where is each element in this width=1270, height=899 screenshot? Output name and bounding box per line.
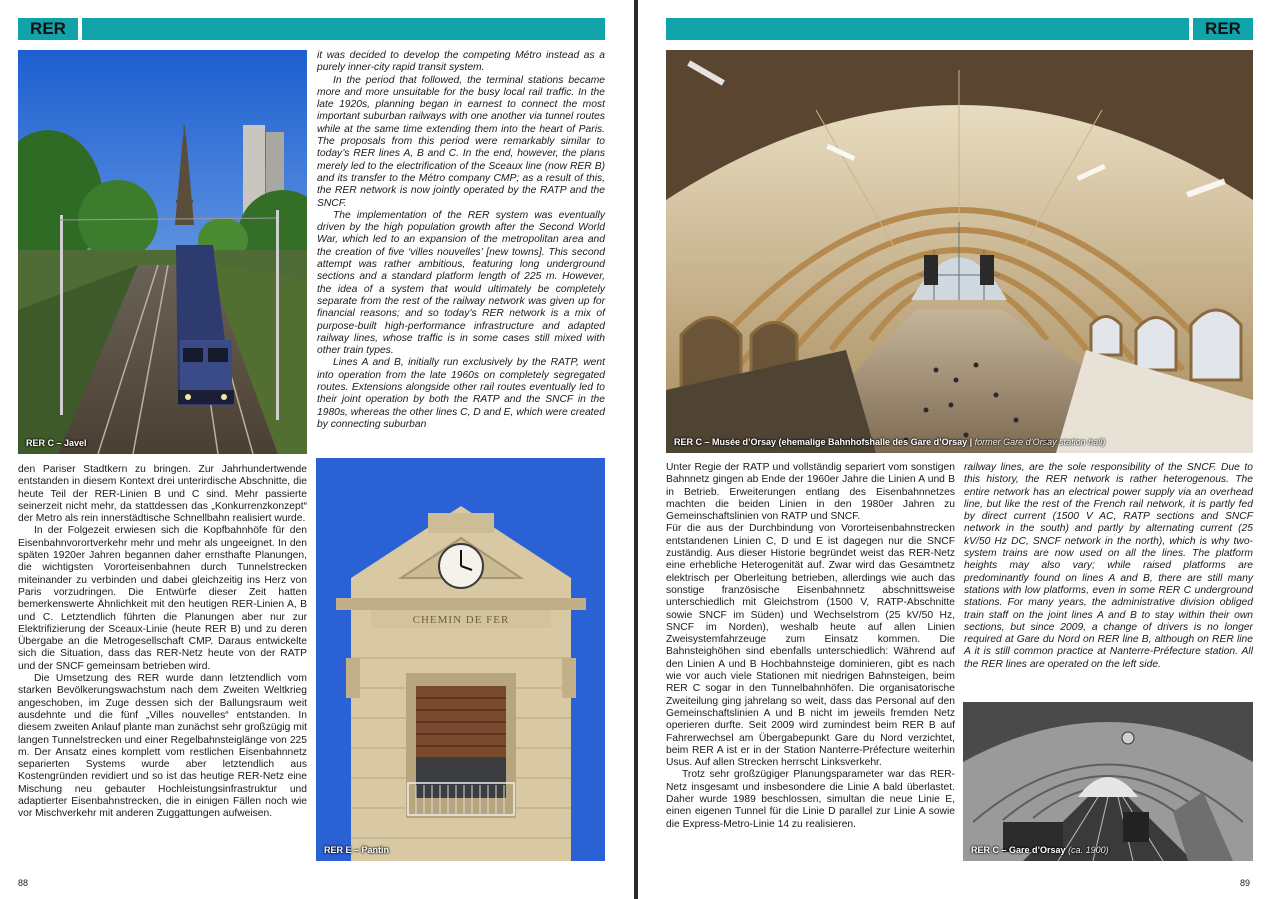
right-page bbox=[638, 0, 1270, 899]
section-tag-right: RER bbox=[1193, 18, 1253, 40]
photo-caption-musee-dorsay bbox=[674, 437, 1105, 447]
paragraph: Trotz sehr großzügiger Planungsparameter war das RER-Netz insgesamt und insbesondere die Linie A bald überlastet. Daher wurde 1989 beschlossen, simultan die neue Linie E, einen eigenen Tunnel für die Linie D parallel zur Linie A sowie die Express-Metro-Linie 14 zu realisieren. bbox=[666, 769, 955, 830]
german-text-left bbox=[18, 464, 307, 866]
orsay-hall-illustration bbox=[666, 50, 1253, 453]
photo-caption-gare-dorsay bbox=[971, 845, 1109, 855]
caption-main: RER C – Musée d’Orsay (ehemalige Bahnhofshalle des Gare d’Orsay | bbox=[674, 437, 973, 447]
section-tag-left: RER bbox=[18, 18, 78, 40]
photo-rer-c-javel bbox=[18, 50, 307, 454]
caption-extra: (ca. 1900) bbox=[1068, 845, 1109, 855]
paragraph: In der Folgezeit erwiesen sich die Kopfbahnhöfe für den Eisenbahnvorortverkehr mehr und mehr als ungeeignet. In den späten 1920er Jahren begannen daher ernsthafte Planungen, die wichtigsten Vororteisenbahnen durch Tunnelstrecken miteinander zu verbinden und dabei gleichzeitig ins Herz von Paris vorzudringen. Die Entwürfe dieser Zeit hatten bemerkenswerte Ähnlichkeit mit den heutigen RER-Linien A, B und C. Letztendlich führten die Planungen aber nur zur Elektrifizierung der Sceaux-Linie (heute RER B) und zu deren Übergabe an die Metrogesellschaft CMP. Daraus entwickelte sich die Situation, dass das RER-Netz heute von der RATP und der SNCF gemeinsam betrieben wird. bbox=[18, 525, 307, 672]
facade-inscription: CHEMIN DE FER bbox=[412, 614, 510, 626]
header-bar-left bbox=[82, 18, 605, 40]
paragraph: Unter Regie der RATP und vollständig separiert vom sonstigen Bahnnetz gingen ab Ende der 1960er Jahre die Linien A und B in Betrieb. Erweiterungen entlang des Eisenbahnnetzes machten die beiden Linien in den 1980er Jahren zu Gemeinschaftslinien von RATP und SNCF. bbox=[666, 462, 955, 523]
pantin-illustration bbox=[316, 458, 605, 861]
english-text-left bbox=[317, 50, 605, 450]
photo-caption-javel: RER C – Javel bbox=[26, 438, 87, 448]
paragraph: it was decided to develop the competing Métro instead as a purely inner-city rapid transit system. bbox=[317, 50, 605, 74]
paragraph: The implementation of the RER system was eventually driven by the high population growth after the Second World War, which led to an expansion of the metropolitan area and the creation of five ‘villes nouvelles’ [new towns]. This second attempt was rather ambitious, featuring long underground sections and a standard platform length of 225 m. However, the idea of a system that would ultimately be completely separate from the rest of the railway network was given up for financial reasons; and so today’s RER network is a mix of purpose-built high-performance infrastructure and adapted railway lines, whose traffic is in some cases still mixed with other train types. bbox=[317, 209, 605, 357]
photo-caption-pantin: RER E – Pantin bbox=[324, 845, 390, 855]
paragraph: den Pariser Stadtkern zu bringen. Zur Jahrhundertwende entstanden in diesem Kontext drei unterirdische Abschnitte, die heute Teil der RER-Linien B und C sind. Mehr passierte seinerzeit nicht mehr, da stattdessen das „Konkurrenzkonzept“ der Metro als rein innerstädtische Schnellbahn realisiert wurde. bbox=[18, 464, 307, 525]
caption-italic: former Gare d’Orsay station hall) bbox=[974, 437, 1106, 447]
english-text-right bbox=[964, 462, 1253, 694]
photo-musee-dorsay bbox=[666, 50, 1253, 453]
javel-illustration bbox=[18, 50, 307, 454]
caption-main: RER C – Gare d’Orsay bbox=[971, 845, 1066, 855]
paragraph: In the period that followed, the terminal stations became more and more unsuitable for the busy local rail traffic. In the late 1920s, planning began in earnest to connect the most important suburban railways with one another via tunnel routes while at the same time extending them into the heart of Paris. The proposals from this period were remarkably similar to today’s RER lines A, B and C. In the end, however, the plans merely led to the electrification of the Sceaux line (now RER B) and its transfer to the Métro company CMP; as a result of this, the RER network is now jointly operated by the RATP and the SNCF. bbox=[317, 74, 605, 209]
paragraph: Die Umsetzung des RER wurde dann letztendlich vom starken Bevölkerungswachstum nach dem Zweiten Weltkrieg angeschoben, im Zuge dessen sich der Ballungsraum weit ausdehnte und die fünf „Villes nouvelles“ entstanden. In diesem zweiten Anlauf plante man zunächst sehr großzügig mit langen Tunnelstrecken und einer Regelbahnsteiglänge von 225 m. Der Ansatz eines komplett vom restlichen Eisenbahnnetz separierten Systems wurde aber letztendlich aus Kostengründen revidiert und so ist das heutige RER-Netz eine Mischung neu gebauter Hochleistungsinfrastruktur und adaptierter Eisenbahnstrecken, die in einigen Fällen noch wie vor Mischverkehr mit anderen Zuggattungen aufweisen. bbox=[18, 673, 307, 820]
page-number-left: 88 bbox=[18, 878, 29, 888]
photo-rer-e-pantin bbox=[316, 458, 605, 861]
page-number-right: 89 bbox=[1240, 878, 1251, 888]
paragraph: Für die aus der Durchbindung von Vororteisenbahnstrecken entstandenen Linien C, D und E ist dagegen nur die SNCF zuständig. Aus dieser Historie begründet weist das RER-Netz eine erhebliche Heterogenität auf. Zwar wird das Gesamtnetz elektrisch per Oberleitung betrieben, allerdings wie auch das sonstige französische Eisenbahnnetz abschnittsweise unterschiedlich mit Gleichstrom (1500 V, RATP-Abschnitte sowie SNCF im Süden) und Wechselstrom (25 kV/50 Hz, SNCF im Norden), weshalb heute auf allen Linien Zweisystemfahrzeuge zum Einsatz kommen. Die Bahnsteighöhen sind ebenfalls unterschiedlich: Während auf den Linien A und B Hochbahnsteige dominieren, gibt es nach wie vor auch viele Stationen mit niedrigen Bahnsteigen, beim RER C sogar in den Tunnelbahnhöfen. Die organisatorische Zweiteilung ging jahrelang so weit, dass das Personal auf den Gemeinschaftslinien A und B nicht im jeweils fremden Netz operieren durfte. Seit 2009 wird zumindest beim RER B auf Fahrerwechsel am Übergabepunkt Gare du Nord verzichtet, beim RER A ist er in der Station Nanterre-Préfecture weiterhin Usus. Auf allen Strecken herrscht Linksverkehr. bbox=[666, 523, 955, 769]
paragraph: Lines A and B, initially run exclusively by the RATP, went into operation from the late 1960s on completely segregated routes. Extensions alongside other rail routes eventually led to their joint operation by both the RATP and the SNCF in the 1980s, whereas the other lines C, D and E, which were created by connecting suburban bbox=[317, 357, 605, 430]
header-bar-right bbox=[666, 18, 1189, 40]
left-page bbox=[0, 0, 634, 899]
german-text-right bbox=[666, 462, 955, 866]
paragraph: railway lines, are the sole responsibility of the SNCF. Due to this history, the RER network is rather heterogenous. The entire network has an electrical power supply via an overhead line, but like the rest of the French rail network, it is partly fed by direct current (1500 V AC, RATP sections and SNCF network in the south) and partly by alternating current (25 kV/50 Hz DC, SNCF network in the north), which is why two-system trains are now used on all the lines. The platform heights may also vary; while raised platforms are predominantly found on lines A and B, there are still many stations with low platforms, even in some RER C underground stations. For many years, the administrative division obliged train staff on the joint lines A and B to stay within their own sections, but since 2009, a change of drivers is no longer required at Gare du Nord on RER line B, although on RER line A it is still common practice at Nanterre-Préfecture station. All the RER lines are operated on the left side. bbox=[964, 462, 1253, 670]
photo-gare-dorsay-historic bbox=[963, 702, 1253, 861]
gare-dorsay-historic-illustration bbox=[963, 702, 1253, 861]
